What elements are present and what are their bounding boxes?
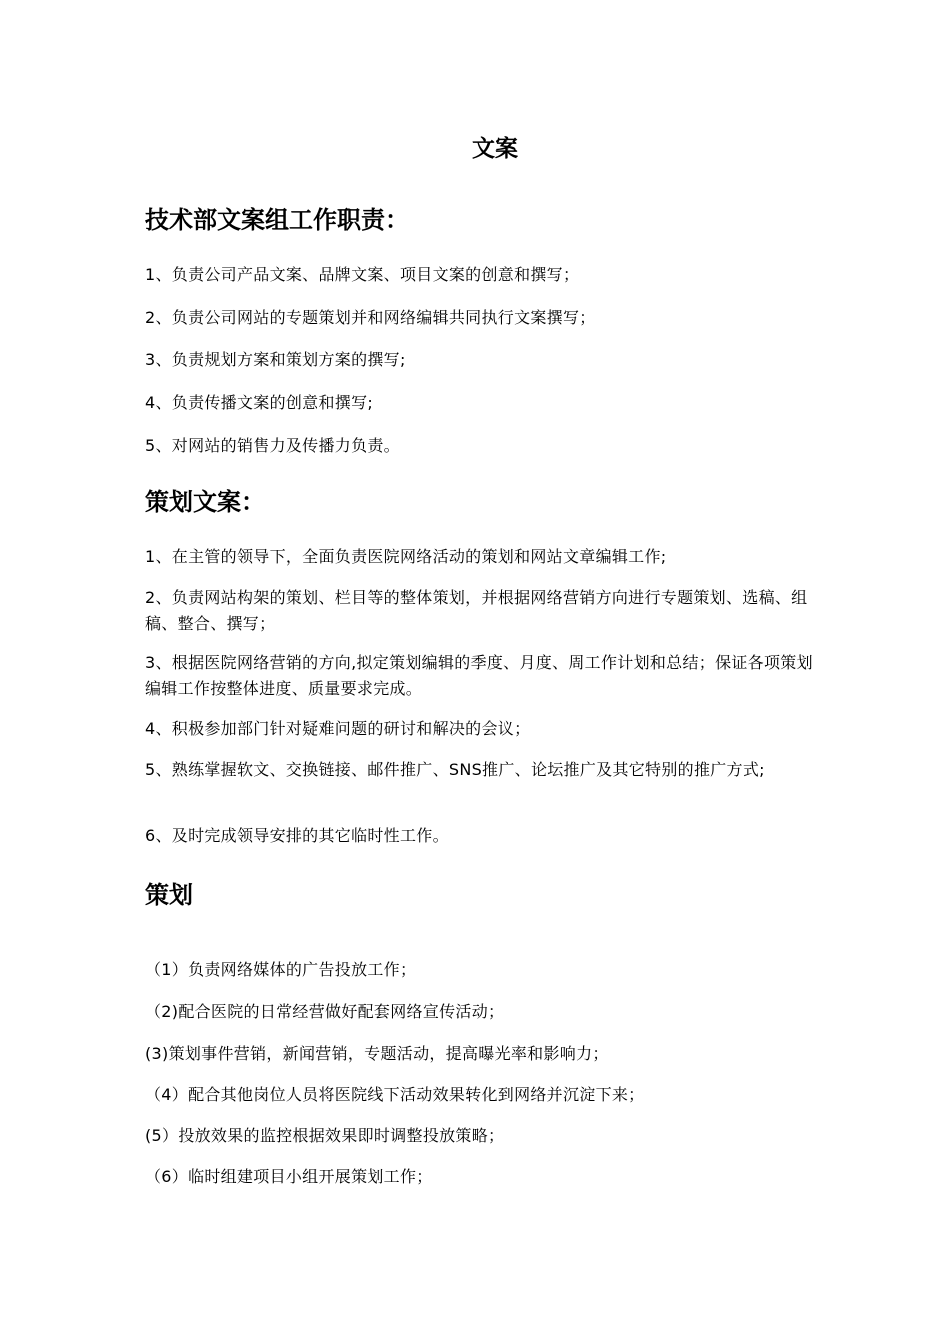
section-heading-copywriting-duties: 技术部文案组工作职责： [145, 206, 409, 234]
list-item: (3)策划事件营销，新闻营销，专题活动，提高曝光率和影响力； [145, 1044, 609, 1063]
list-item: （1）负责网络媒体的广告投放工作； [145, 960, 417, 979]
section-heading-planning-copy: 策划文案： [145, 488, 265, 516]
list-item: 5、熟练掌握软文、交换链接、邮件推广、SNS推广、论坛推广及其它特别的推广方式; [145, 760, 765, 779]
list-item: (5）投放效果的监控根据效果即时调整投放策略； [145, 1126, 505, 1145]
list-item: 2、负责公司网站的专题策划并和网络编辑共同执行文案撰写； [145, 308, 596, 327]
list-item: 1、负责公司产品文案、品牌文案、项目文案的创意和撰写； [145, 265, 580, 284]
list-item: 4、积极参加部门针对疑难问题的研讨和解决的会议； [145, 719, 531, 738]
list-item: （2)配合医院的日常经营做好配套网络宣传活动； [145, 1002, 505, 1021]
list-item: 4、负责传播文案的创意和撰写; [145, 393, 374, 412]
list-item: 3、根据医院网络营销的方向,拟定策划编辑的季度、月度、周工作计划和总结；保证各项策划编辑工作按整体进度、质量要求完成。 [145, 653, 813, 698]
list-item: 2、负责网站构架的策划、栏目等的整体策划，并根据网络营销方向进行专题策划、选稿、组稿、整合、撰写； [145, 588, 808, 633]
document-title: 文案 [472, 136, 518, 162]
list-item: 3、负责规划方案和策划方案的撰写; [145, 350, 406, 369]
list-item: 1、在主管的领导下，全面负责医院网络活动的策划和网站文章编辑工作; [145, 547, 667, 566]
list-item: 5、对网站的销售力及传播力负责。 [145, 436, 400, 455]
section-heading-planning: 策划 [145, 881, 193, 909]
list-item: （6）临时组建项目小组开展策划工作； [145, 1167, 433, 1186]
list-item: 6、及时完成领导安排的其它临时性工作。 [145, 826, 449, 845]
list-item: （4）配合其他岗位人员将医院线下活动效果转化到网络并沉淀下来； [145, 1085, 645, 1104]
